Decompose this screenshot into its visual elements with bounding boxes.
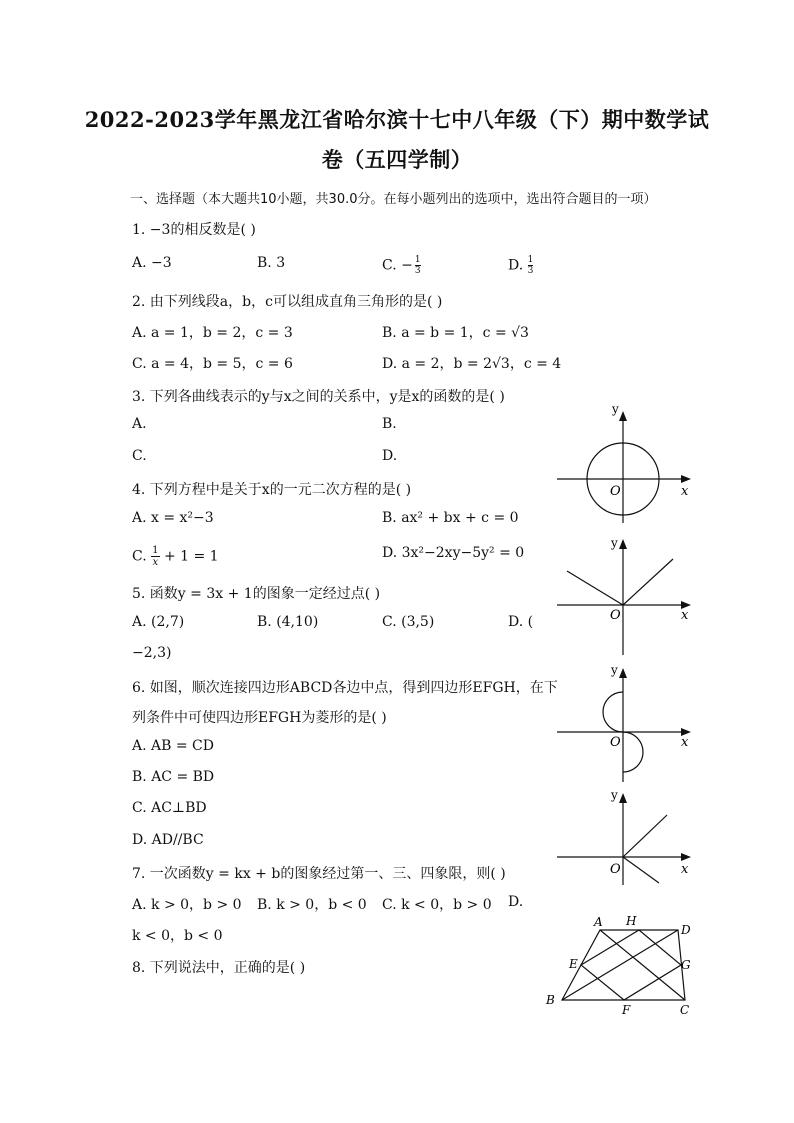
q3-option-a: A. bbox=[132, 416, 147, 432]
q5-option-a: A. (2,7) bbox=[132, 614, 185, 630]
graph-a-y-label: y bbox=[612, 405, 619, 416]
q7-stem: 7. 一次函数y = kx + b的图象经过第一、三、四象限，则( ) bbox=[132, 866, 506, 882]
q4-option-d: D. 3x²−2xy−5y² = 0 bbox=[382, 545, 525, 561]
q3-stem: 3. 下列各曲线表示的y与x之间的关系中，y是x的函数的是( ) bbox=[132, 389, 505, 405]
graph-c-semicircles bbox=[555, 660, 700, 785]
q7-option-b: B. k > 0，b < 0 bbox=[257, 897, 367, 913]
q2-option-c: C. a = 4，b = 5，c = 6 bbox=[132, 356, 293, 372]
quad-label-b: B bbox=[546, 993, 555, 1007]
q5-option-d-continued: −2,3) bbox=[132, 645, 172, 661]
q5-option-b: B. (4,10) bbox=[257, 614, 319, 630]
quad-label-c: C bbox=[680, 1003, 690, 1017]
q4-option-c: C. $\frac{1}{x}$ + 1 = 1 bbox=[132, 545, 219, 568]
q4-option-b: B. ax² + bx + c = 0 bbox=[382, 510, 519, 526]
q2-option-b: B. a = b = 1，c = √3 bbox=[382, 325, 529, 341]
q1-option-b: B. 3 bbox=[257, 255, 286, 271]
q3-option-b: B. bbox=[382, 416, 397, 432]
q8-stem: 8. 下列说法中，正确的是( ) bbox=[132, 960, 306, 976]
graph-d-y-label: y bbox=[611, 788, 618, 802]
q1-option-c: C. − $\frac{1}{3}$ bbox=[382, 255, 421, 276]
q5-option-d: D. ( bbox=[508, 614, 534, 630]
q7-option-a: A. k > 0，b > 0 bbox=[132, 897, 242, 913]
quad-label-e: E bbox=[569, 957, 578, 971]
q6-option-c: C. AC⊥BD bbox=[132, 800, 207, 816]
q5-stem: 5. 函数y = 3x + 1的图象一定经过点( ) bbox=[132, 586, 381, 602]
graph-a-x-label: x bbox=[681, 484, 689, 499]
q7-option-c: C. k < 0，b > 0 bbox=[382, 897, 492, 913]
q6-option-d: D. AD//BC bbox=[132, 832, 204, 848]
quad-label-f: F bbox=[622, 1003, 631, 1017]
section-heading: 一、选择题（本大题共10小题，共30.0分。在每小题列出的选项中，选出符合题目的一项） bbox=[130, 192, 657, 207]
q6-stem: 6. 如图，顺次连接四边形ABCD各边中点，得到四边形EFGH，在下 bbox=[132, 680, 558, 696]
graph-c-origin-label: O bbox=[610, 735, 621, 750]
q3-option-d: D. bbox=[382, 448, 398, 464]
graph-c-x-label: x bbox=[681, 735, 689, 750]
q1-stem: 1. −3的相反数是( ) bbox=[132, 222, 256, 238]
q5-option-c: C. (3,5) bbox=[382, 614, 435, 630]
q2-option-d: D. a = 2，b = 2√3，c = 4 bbox=[382, 356, 562, 372]
quadrilateral-figure bbox=[540, 910, 700, 1020]
graph-a-origin-label: O bbox=[610, 484, 621, 499]
graph-b-y-label: y bbox=[611, 536, 618, 550]
q4-stem: 4. 下列方程中是关于x的一元二次方程的是( ) bbox=[132, 482, 412, 498]
graph-b-v-shape bbox=[555, 533, 700, 658]
paper-title-line1: 2022-2023学年黑龙江省哈尔滨十七中八年级（下）期中数学试 bbox=[84, 107, 710, 132]
q7-option-d: D. bbox=[508, 894, 524, 910]
graph-d-x-label: x bbox=[681, 862, 689, 877]
graph-b-origin-label: O bbox=[610, 608, 621, 623]
quad-label-d: D bbox=[681, 923, 691, 937]
q3-option-c: C. bbox=[132, 448, 147, 464]
q2-option-a: A. a = 1，b = 2，c = 3 bbox=[132, 325, 293, 341]
q4-option-a: A. x = x²−3 bbox=[132, 510, 214, 526]
quad-label-g: G bbox=[681, 958, 691, 972]
graph-a-circle bbox=[555, 405, 700, 525]
paper-title-line2: 卷（五四学制） bbox=[321, 147, 473, 172]
q1-option-a: A. −3 bbox=[132, 255, 172, 271]
q2-stem: 2. 由下列线段a，b，c可以组成直角三角形的是( ) bbox=[132, 294, 443, 310]
graph-d-origin-label: O bbox=[610, 862, 621, 877]
quad-label-h: H bbox=[626, 914, 637, 928]
q7-option-d-continued: k < 0，b < 0 bbox=[132, 928, 223, 944]
q6-option-b: B. AC = BD bbox=[132, 769, 215, 785]
q1-option-d: D. $\frac{1}{3}$ bbox=[508, 255, 534, 276]
graph-b-x-label: x bbox=[681, 608, 689, 623]
graph-c-y-label: y bbox=[611, 663, 618, 677]
q6-stem-continued: 列条件中可使四边形EFGH为菱形的是( ) bbox=[132, 710, 387, 726]
q6-option-a: A. AB = CD bbox=[132, 738, 214, 754]
quad-label-a: A bbox=[594, 915, 603, 929]
graph-d-sideways-v bbox=[555, 787, 700, 887]
